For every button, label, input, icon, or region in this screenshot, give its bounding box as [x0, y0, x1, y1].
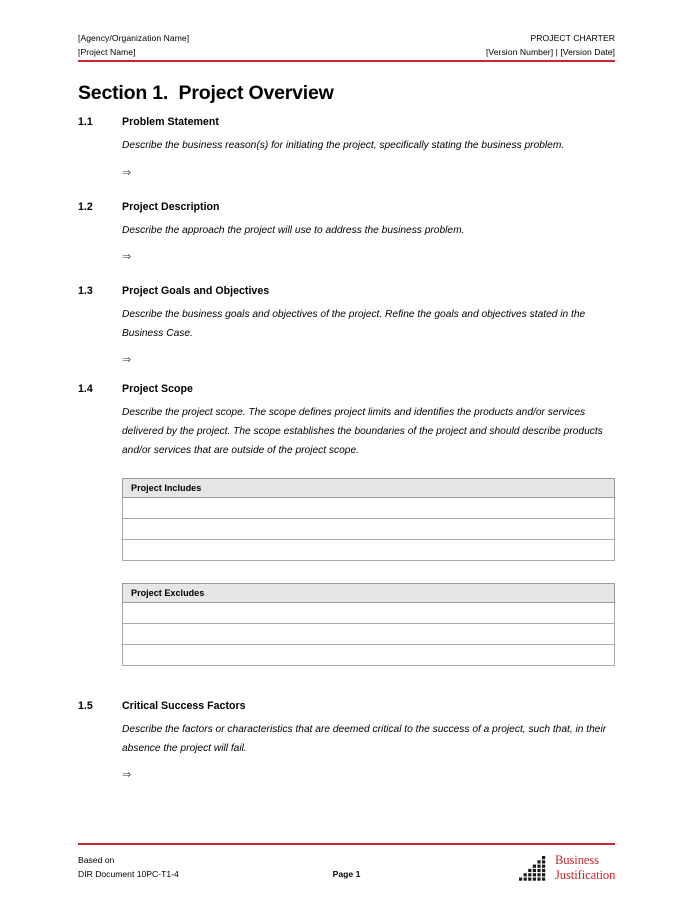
project-excludes-table-wrap	[122, 583, 615, 666]
bar-chart-icon	[519, 856, 553, 882]
table-cell[interactable]	[123, 603, 615, 624]
table-row[interactable]	[123, 519, 615, 540]
subsection-project-scope	[78, 383, 615, 666]
subsection-project-description	[78, 201, 615, 266]
project-name: [Project Name]	[78, 47, 136, 57]
subsection-number: 1.3	[78, 285, 93, 298]
subsection-number: 1.1	[78, 116, 93, 128]
spacer	[78, 181, 615, 201]
subsection-instructions: Describe the business goals and objectives of the project. Refine the goals and objectives stated in the Business Case.	[122, 309, 586, 339]
subsection-problem-statement	[78, 116, 615, 181]
footer-divider	[78, 843, 615, 845]
subsection-critical-success-factors	[78, 700, 615, 783]
subsection-number: 1.2	[78, 200, 93, 213]
page-number: Page 1	[332, 869, 361, 879]
business-justification-logo	[519, 853, 615, 885]
subsection-instructions: Describe the factors or characteristics that are deemed critical to the success of a project, such that, in their absence the project will fail.	[122, 724, 607, 754]
table-cell[interactable]	[123, 624, 615, 645]
spacer	[78, 666, 615, 700]
subsection-instructions: Describe the business reason(s) for initiating the project, specifically stating the business problem.	[122, 140, 565, 151]
logo-wordmark	[555, 853, 615, 882]
subsection-instructions: Describe the project scope. The scope defines project limits and identifies the products and/or services delivered by the project. The scope establishes the boundaries of the project and should describe products and/or services that are outside of the project scope.	[122, 407, 603, 456]
table-cell[interactable]	[123, 498, 615, 519]
table-row[interactable]	[123, 624, 615, 645]
subsection-project-goals-objectives	[78, 285, 615, 368]
page-footer	[78, 853, 615, 893]
table-column-header: Project Excludes	[123, 584, 615, 603]
subsection-number: 1.4	[78, 383, 93, 396]
subsection-heading	[78, 116, 615, 128]
double-arrow-icon: ⇒	[122, 769, 132, 782]
project-excludes-table	[122, 583, 615, 666]
header-divider	[78, 60, 615, 62]
double-arrow-icon: ⇒	[122, 354, 132, 367]
table-row[interactable]	[123, 603, 615, 624]
table-cell[interactable]	[123, 519, 615, 540]
logo-line-justification: Justification	[555, 867, 616, 882]
subsection-heading	[78, 285, 615, 297]
spacer	[78, 368, 615, 383]
table-cell[interactable]	[123, 540, 615, 561]
agency-name: [Agency/Organization Name]	[78, 33, 190, 43]
version-info: [Version Number] | [Version Date]	[485, 47, 615, 57]
subsection-number: 1.5	[78, 700, 93, 713]
subsection-instructions: Describe the approach the project will use to address the business problem.	[122, 224, 465, 236]
project-includes-table-wrap	[122, 478, 615, 561]
header-line-2	[78, 45, 615, 59]
footer-based-on: Based on	[78, 855, 115, 865]
subsection-title: Project Goals and Objectives	[122, 285, 270, 298]
subsection-heading	[78, 201, 615, 213]
table-row[interactable]	[123, 498, 615, 519]
footer-document-id: DIR Document 10PC-T1-4	[78, 869, 179, 879]
subsection-title: Critical Success Factors	[122, 700, 246, 713]
double-arrow-icon: ⇒	[122, 166, 132, 179]
project-includes-table	[122, 478, 615, 561]
table-row[interactable]	[123, 645, 615, 666]
table-column-header: Project Includes	[123, 479, 615, 498]
table-header-row	[123, 584, 615, 603]
document-type: PROJECT CHARTER	[530, 33, 615, 43]
subsection-heading	[78, 700, 615, 712]
subsection-heading	[78, 383, 615, 395]
subsection-title: Project Description	[122, 200, 220, 213]
table-cell[interactable]	[123, 645, 615, 666]
double-arrow-icon: ⇒	[122, 251, 132, 264]
page-title: Section 1. Project Overview	[78, 82, 334, 104]
header-line-1	[78, 31, 615, 45]
spacer	[78, 265, 615, 285]
subsection-title: Project Scope	[122, 383, 193, 396]
subsection-title: Problem Statement	[122, 116, 219, 128]
logo-line-business: Business	[555, 853, 599, 867]
document-body	[78, 116, 615, 783]
table-row[interactable]	[123, 540, 615, 561]
table-header-row	[123, 479, 615, 498]
page-header	[78, 31, 615, 59]
